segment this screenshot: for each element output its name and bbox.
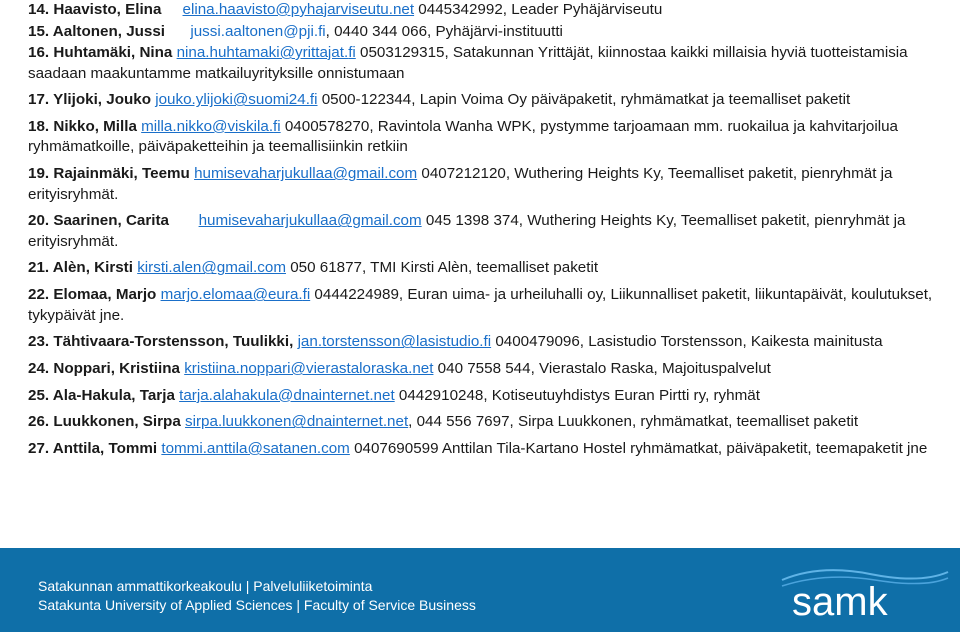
email-link[interactable]: tarja.alahakula@dnainternet.net xyxy=(179,386,395,404)
entry-number: 20. xyxy=(28,212,50,230)
entry-number: 26. xyxy=(28,413,50,431)
entry-details: 0442910248, Kotiseutuyhdistys Euran Pirtti ry, ryhmät xyxy=(394,386,760,404)
email-link[interactable]: jan.torstensson@lasistudio.fi xyxy=(297,333,492,351)
entry-details: 0445342992, Leader Pyhäjärviseutu xyxy=(414,1,663,18)
entry-details: 0400578270, Ravintola Wanha WPK, pystymme tarjoamaan mm. ruokailua ja kahvitarjoilua ryhmämatkoille, päiväpaketteihin ja teemallisiinkin retkiin xyxy=(28,117,899,156)
entry-number: 21. xyxy=(28,259,50,277)
entry-details: 0444224989, Euran uima- ja urheiluhalli oy, Liikunnalliset paketit, liikuntapäivät, koulutukset, tykypäivät jne. xyxy=(28,286,933,324)
entry-name: Noppari, Kristiina xyxy=(53,360,180,377)
entry-number: 22. xyxy=(28,286,50,304)
entry-number: 14. xyxy=(28,1,50,18)
entry-details: 050 61877, TMI Kirsti Alèn, teemalliset paketit xyxy=(285,259,599,277)
email-link[interactable]: milla.nikko@viskila.fi xyxy=(141,117,281,135)
email-link[interactable]: elina.haavisto@pyhajarviseutu.net xyxy=(182,1,415,18)
list-item xyxy=(28,359,940,380)
email-link[interactable]: jussi.aaltonen@pji.fi xyxy=(190,22,326,40)
entry-number: 16. xyxy=(28,44,50,61)
email-link[interactable]: kirsti.alen@gmail.com xyxy=(137,259,286,277)
entry-details: 040 7558 544, Vierastalo Raska, Majoituspalvelut xyxy=(433,360,771,377)
entry-name: Alèn, Kirsti xyxy=(52,259,133,277)
entry-details: , 0440 344 066, Pyhäjärvi-instituutti xyxy=(325,22,563,40)
email-link[interactable]: tommi.anttila@satanen.com xyxy=(161,440,350,458)
list-item xyxy=(28,211,940,252)
entry-details: , 044 556 7697, Sirpa Luukkonen, ryhmämatkat, teemalliset paketit xyxy=(408,413,859,431)
list-item xyxy=(28,90,940,111)
samk-logo xyxy=(780,566,950,626)
entry-name: Rajainmäki, Teemu xyxy=(53,165,190,183)
entry-number: 18. xyxy=(28,117,50,135)
email-link[interactable]: kristiina.noppari@vierastaloraska.net xyxy=(184,360,434,377)
entry-name: Anttila, Tommi xyxy=(52,440,158,458)
entry-details: 0407690599 Anttilan Tila-Kartano Hostel ryhmämatkat, päiväpaketit, teemapaketit jne xyxy=(349,440,928,458)
email-link[interactable]: nina.huhtamaki@yrittajat.fi xyxy=(176,44,356,61)
footer-line-english: Satakunta University of Applied Sciences | Faculty of Service Business xyxy=(38,597,476,613)
list-item xyxy=(28,164,940,205)
samk-logo-text: samk xyxy=(792,580,888,624)
entry-name: Ala-Hakula, Tarja xyxy=(52,386,175,404)
entry-number: 17. xyxy=(28,91,50,109)
entry-name: Huhtamäki, Nina xyxy=(53,44,173,61)
footer-line-finnish: Satakunnan ammattikorkeakoulu | Palveluliiketoiminta xyxy=(38,578,373,594)
email-link[interactable]: humisevaharjukullaa@gmail.com xyxy=(194,165,418,183)
entry-number: 19. xyxy=(28,165,50,183)
list-item xyxy=(28,0,940,21)
entry-name: Nikko, Milla xyxy=(53,117,137,135)
entry-number: 23. xyxy=(28,333,50,351)
list-item xyxy=(28,285,940,326)
list-item xyxy=(28,332,940,353)
email-link[interactable]: sirpa.luukkonen@dnainternet.net xyxy=(185,413,409,431)
list-item xyxy=(28,412,940,433)
entry-number: 24. xyxy=(28,360,50,377)
list-item xyxy=(28,439,940,460)
entry-details: 0400479096, Lasistudio Torstensson, Kaikesta mainitusta xyxy=(491,333,883,351)
footer-bar xyxy=(0,548,960,632)
entry-details: 0503129315, Satakunnan Yrittäjät, kiinnostaa kaikki millaisia hyviä tuotteistamisia saadaan maakuntamme matkailuyrityksille onnistumaan xyxy=(28,44,908,82)
list-item xyxy=(28,386,940,407)
list-item xyxy=(28,258,940,279)
entry-name: Saarinen, Carita xyxy=(53,212,170,230)
email-link[interactable]: humisevaharjukullaa@gmail.com xyxy=(198,212,422,230)
list-item xyxy=(28,22,940,43)
entry-number: 15. xyxy=(28,22,50,40)
entry-name: Ylijoki, Jouko xyxy=(53,91,151,109)
entry-number: 25. xyxy=(28,386,50,404)
entry-number: 27. xyxy=(28,440,50,458)
entry-name: Aaltonen, Jussi xyxy=(52,22,166,40)
email-link[interactable]: marjo.elomaa@eura.fi xyxy=(160,286,311,304)
entry-name: Elomaa, Marjo xyxy=(53,286,157,304)
contact-list xyxy=(28,0,940,466)
email-link[interactable]: jouko.ylijoki@suomi24.fi xyxy=(155,91,318,109)
entry-name: Luukkonen, Sirpa xyxy=(53,413,181,431)
entry-details: 0500-122344, Lapin Voima Oy päiväpaketit, ryhmämatkat ja teemalliset paketit xyxy=(317,91,851,109)
list-item xyxy=(28,117,940,158)
entry-name: Tähtivaara-Torstensson, Tuulikki, xyxy=(53,333,294,351)
entry-name: Haavisto, Elina xyxy=(53,1,162,18)
list-item xyxy=(28,43,940,84)
entry-details: 045 1398 374, Wuthering Heights Ky, Teemalliset paketit, pienryhmät ja erityisryhmät. xyxy=(28,212,906,250)
entry-details: 0407212120, Wuthering Heights Ky, Teemalliset paketit, pienryhmät ja erityisryhmät. xyxy=(28,165,893,203)
